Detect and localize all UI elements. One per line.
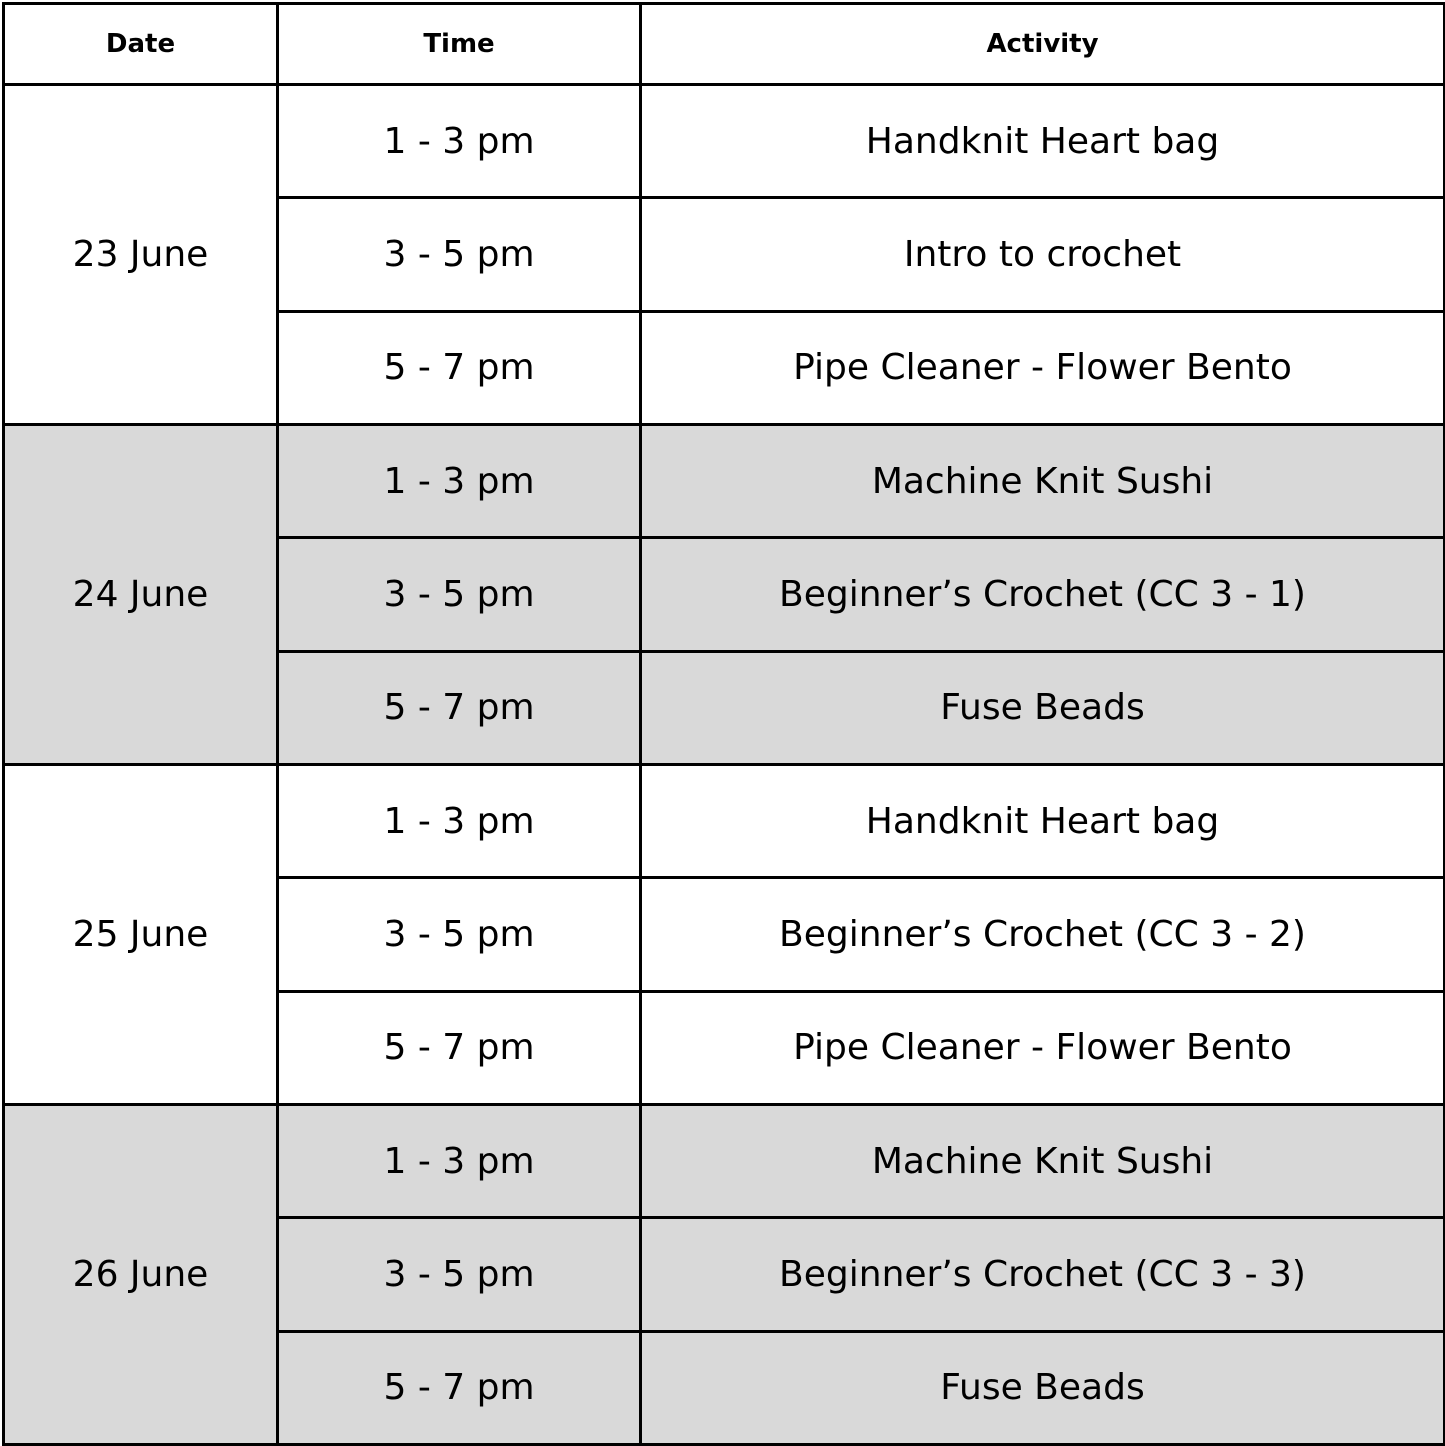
table-row xyxy=(4,764,1445,877)
activity-cell: Pipe Cleaner - Flower Bento xyxy=(641,991,1445,1104)
activity-cell: Beginner’s Crochet (CC 3 - 1) xyxy=(641,538,1445,651)
activity-cell: Beginner’s Crochet (CC 3 - 2) xyxy=(641,878,1445,991)
activity-column-header: Activity xyxy=(641,4,1445,85)
time-cell: 1 - 3 pm xyxy=(278,85,641,198)
time-cell: 3 - 5 pm xyxy=(278,878,641,991)
activity-cell: Pipe Cleaner - Flower Bento xyxy=(641,311,1445,424)
time-column-header: Time xyxy=(278,4,641,85)
activity-cell: Handknit Heart bag xyxy=(641,764,1445,877)
time-cell: 5 - 7 pm xyxy=(278,1331,641,1444)
time-cell: 3 - 5 pm xyxy=(278,538,641,651)
activity-cell: Machine Knit Sushi xyxy=(641,424,1445,537)
schedule-table xyxy=(2,2,1445,1446)
time-cell: 5 - 7 pm xyxy=(278,311,641,424)
time-cell: 5 - 7 pm xyxy=(278,651,641,764)
activity-cell: Beginner’s Crochet (CC 3 - 3) xyxy=(641,1218,1445,1331)
date-cell: 25 June xyxy=(4,764,278,1104)
schedule-body xyxy=(4,85,1445,1445)
activity-cell: Machine Knit Sushi xyxy=(641,1104,1445,1217)
activity-cell: Intro to crochet xyxy=(641,198,1445,311)
date-column-header: Date xyxy=(4,4,278,85)
date-cell: 26 June xyxy=(4,1104,278,1444)
time-cell: 3 - 5 pm xyxy=(278,198,641,311)
activity-cell: Fuse Beads xyxy=(641,651,1445,764)
time-cell: 3 - 5 pm xyxy=(278,1218,641,1331)
time-cell: 1 - 3 pm xyxy=(278,764,641,877)
table-row xyxy=(4,85,1445,198)
header-row xyxy=(4,4,1445,85)
time-cell: 1 - 3 pm xyxy=(278,424,641,537)
time-cell: 1 - 3 pm xyxy=(278,1104,641,1217)
table-row xyxy=(4,424,1445,537)
date-cell: 23 June xyxy=(4,85,278,425)
table-row xyxy=(4,1104,1445,1217)
activity-cell: Handknit Heart bag xyxy=(641,85,1445,198)
time-cell: 5 - 7 pm xyxy=(278,991,641,1104)
date-cell: 24 June xyxy=(4,424,278,764)
activity-cell: Fuse Beads xyxy=(641,1331,1445,1444)
